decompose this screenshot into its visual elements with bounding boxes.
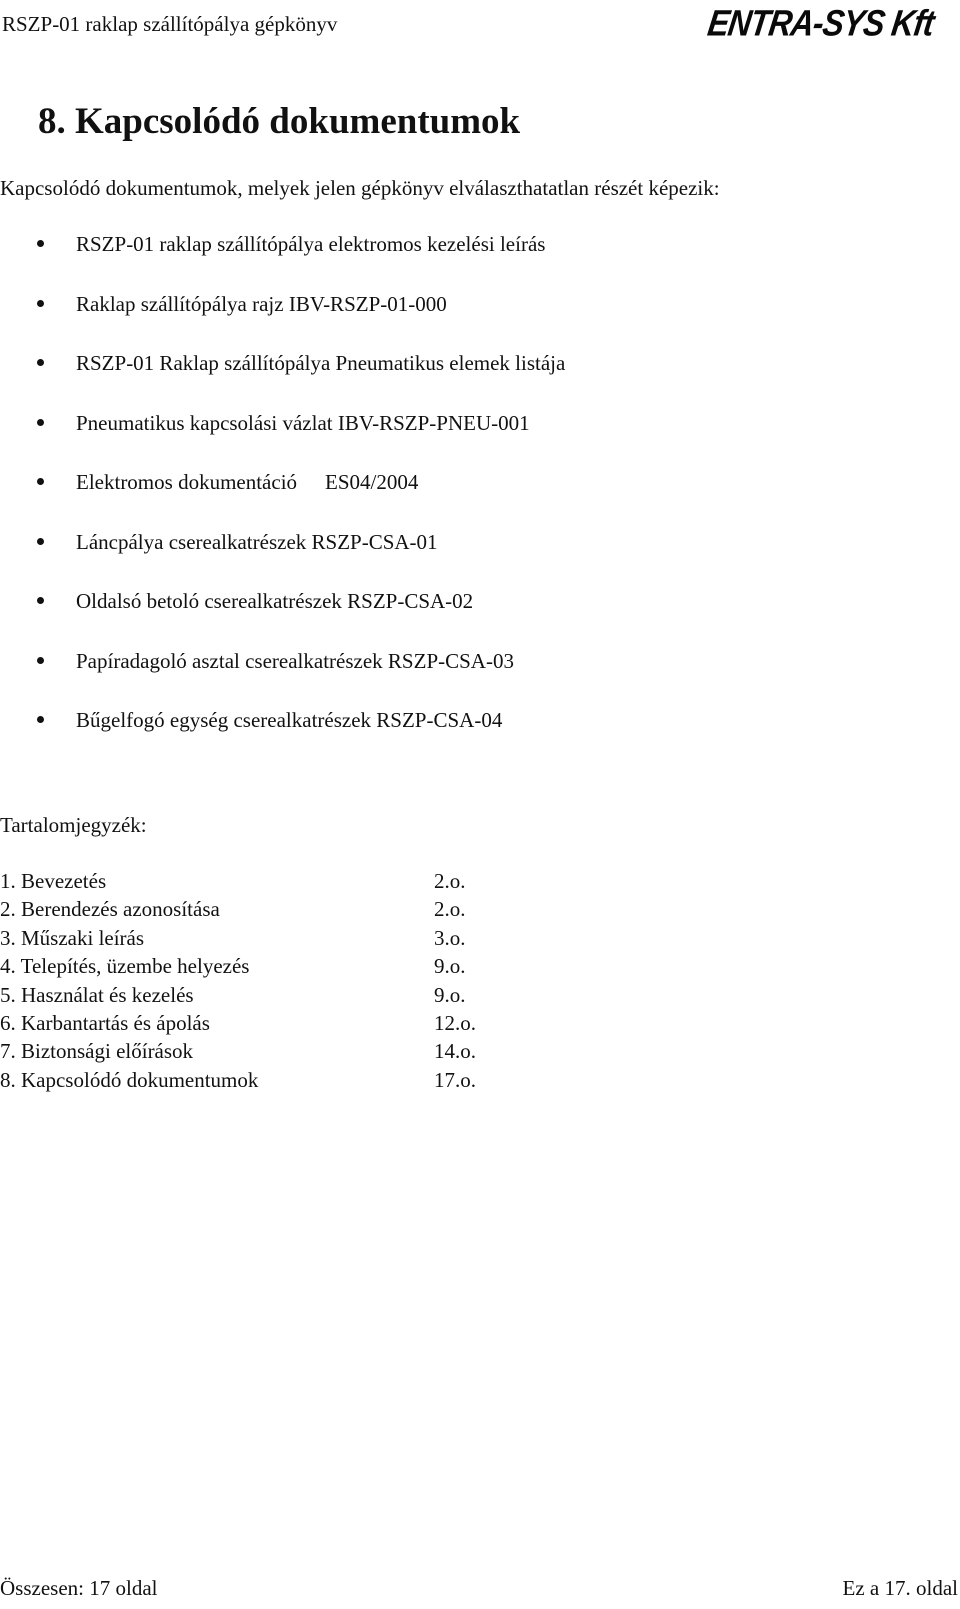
list-item-text: Raklap szállítópálya rajz IBV-RSZP-01-000 — [76, 291, 447, 316]
list-item-text: Papíradagoló asztal cserealkatrészek RSZP-CSA-03 — [76, 648, 514, 673]
list-item-text: Elektromos dokumentáció ES04/2004 — [76, 470, 419, 494]
bullet-icon — [37, 419, 44, 426]
toc-entry-page: 17.o. — [434, 1067, 476, 1092]
toc-entry-page: 14.o. — [434, 1039, 476, 1064]
toc-entry-title: 1. Bevezetés — [0, 869, 107, 893]
list-item-text: RSZP-01 Raklap szállítópálya Pneumatikus elemek listája — [76, 351, 566, 375]
footer-current-page: Ez a 17. oldal — [842, 1576, 958, 1600]
company-logo: ENTRA-SYS Kft — [704, 2, 936, 44]
toc-entry-title: 6. Karbantartás és ápolás — [0, 1010, 210, 1035]
toc-entry-page: 3.o. — [434, 925, 466, 950]
list-item-text: RSZP-01 raklap szállítópálya elektromos kezelési leírás — [76, 232, 546, 256]
bullet-icon — [37, 597, 44, 604]
bullet-icon — [37, 240, 44, 247]
toc-entry-page: 2.o. — [434, 869, 466, 893]
intro-paragraph: Kapcsolódó dokumentumok, melyek jelen gépkönyv elválaszthatatlan részét képezik: — [0, 176, 720, 200]
list-item-text: Pneumatikus kapcsolási vázlat IBV-RSZP-PNEU-001 — [76, 410, 530, 435]
toc-entry-page: 12.o. — [434, 1010, 476, 1035]
toc-entry-title: 5. Használat és kezelés — [0, 982, 194, 1007]
section-heading: 8. Kapcsolódó dokumentumok — [38, 101, 521, 142]
list-item-text: Oldalsó betoló cserealkatrészek RSZP-CSA-02 — [76, 589, 474, 613]
bullet-icon — [37, 538, 44, 545]
toc-heading: Tartalomjegyzék: — [0, 813, 147, 837]
toc-entry-title: 2. Berendezés azonosítása — [0, 897, 220, 922]
toc-entry-title: 7. Biztonsági előírások — [0, 1039, 194, 1064]
bullet-icon — [37, 300, 44, 307]
toc-entry-page: 9.o. — [434, 982, 466, 1007]
toc-entry-title: 3. Műszaki leírás — [0, 925, 145, 950]
toc-entry-title: 8. Kapcsolódó dokumentumok — [0, 1067, 259, 1092]
bullet-icon — [37, 716, 44, 723]
footer-total-pages: Összesen: 17 oldal — [0, 1576, 158, 1600]
toc-entry-page: 9.o. — [434, 954, 466, 979]
bullet-icon — [37, 478, 44, 485]
bullet-icon — [37, 359, 44, 366]
document-header-title: RSZP-01 raklap szállítópálya gépkönyv — [2, 12, 338, 36]
list-item-text: Bűgelfogó egység cserealkatrészek RSZP-CSA-04 — [76, 708, 503, 732]
bullet-icon — [37, 657, 44, 664]
toc-entry-title: 4. Telepítés, üzembe helyezés — [0, 954, 250, 979]
list-item-text: Láncpálya cserealkatrészek RSZP-CSA-01 — [76, 529, 438, 554]
document-code: ES04/2004 — [325, 470, 419, 494]
toc-entry-page: 2.o. — [434, 897, 466, 922]
